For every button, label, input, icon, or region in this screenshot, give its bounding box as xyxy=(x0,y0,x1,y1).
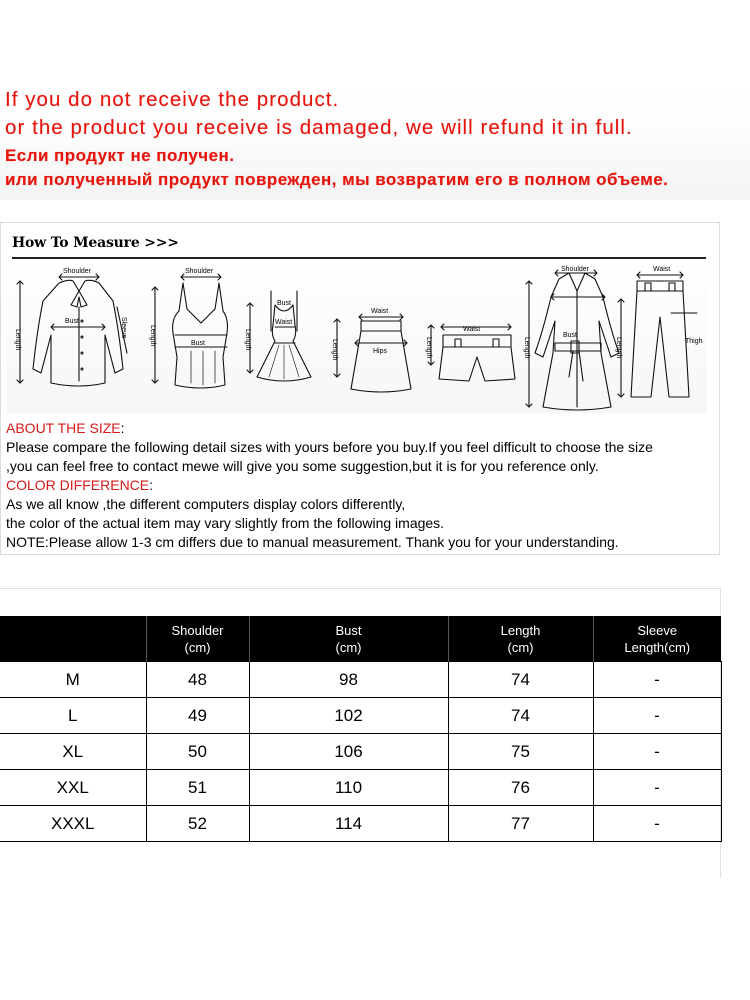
header-size xyxy=(0,616,146,662)
cell-shoulder: 49 xyxy=(146,698,249,734)
table-row xyxy=(0,698,721,734)
refund-notice-line-3: Если продукт не получен. xyxy=(5,146,235,165)
label-waist-3: Waist xyxy=(275,319,293,326)
label-bust-2: Bust xyxy=(191,340,206,347)
trousers-figure xyxy=(618,272,697,397)
label-length-3: Length xyxy=(244,329,251,351)
table-row xyxy=(0,662,721,698)
label-length-7: Length xyxy=(615,337,622,359)
trench-coat-figure xyxy=(526,270,619,410)
cell-bust: 110 xyxy=(249,770,448,806)
label-length-5: Length xyxy=(425,337,432,359)
how-to-measure-card xyxy=(0,222,720,555)
cell-shoulder: 48 xyxy=(146,662,249,698)
cell-sleeve: - xyxy=(593,806,721,842)
label-waist-4: Waist xyxy=(371,308,389,315)
cell-sleeve: - xyxy=(593,770,721,806)
how-to-measure-title: How To Measure >>> xyxy=(12,235,179,251)
label-bust-1: Bust xyxy=(65,318,80,325)
refund-notice-line-4: или полученный продукт поврежден, мы возвратим его в полном объеме. xyxy=(5,170,669,189)
cell-length: 77 xyxy=(448,806,593,842)
header-bust: Bust (cm) xyxy=(249,616,448,662)
title-divider xyxy=(12,257,706,259)
refund-notice-line-2: or the product you receive is damaged, we will refund it in full. xyxy=(5,116,633,139)
label-thigh-7: Thigh xyxy=(685,338,703,345)
cell-size: M xyxy=(0,662,146,698)
header-sleeve-length: Sleeve Length(cm) xyxy=(593,616,721,662)
cell-bust: 98 xyxy=(249,662,448,698)
color-difference-heading-line: COLOR DIFFERENCE: xyxy=(6,477,154,493)
color-difference-heading: COLOR DIFFERENCE xyxy=(6,477,150,493)
cell-sleeve: - xyxy=(593,734,721,770)
cell-size: XL xyxy=(0,734,146,770)
about-size-text-2: ,you can feel free to contact mewe will give you some suggestion,but it is for you reference only. xyxy=(6,458,599,474)
label-waist-7: Waist xyxy=(653,266,671,273)
header-length: Length (cm) xyxy=(448,616,593,662)
color-difference-text-2: the color of the actual item may vary slightly from the following images. xyxy=(6,515,445,531)
camisole-figure xyxy=(152,274,228,388)
about-size-text-1: Please compare the following detail sizes with yours before you buy.If you feel difficult to choose the size xyxy=(6,439,653,455)
cell-shoulder: 51 xyxy=(146,770,249,806)
label-length-1: Length xyxy=(14,329,21,351)
label-sleeve-1: Sleeve xyxy=(120,317,127,339)
cell-shoulder: 52 xyxy=(146,806,249,842)
cell-size: XXXL xyxy=(0,806,146,842)
about-size-heading-line: ABOUT THE SIZE: xyxy=(6,420,125,436)
blouse-figure xyxy=(17,274,127,386)
cell-bust: 114 xyxy=(249,806,448,842)
cell-shoulder: 50 xyxy=(146,734,249,770)
table-row xyxy=(0,734,721,770)
size-table-header-row xyxy=(0,616,721,662)
cell-length: 76 xyxy=(448,770,593,806)
label-waist-5: Waist xyxy=(463,326,481,333)
size-table xyxy=(0,616,722,842)
refund-notice-banner xyxy=(0,84,750,200)
about-size-heading: ABOUT THE SIZE xyxy=(6,420,121,436)
label-length-6: Length xyxy=(523,337,530,359)
cell-size: XXL xyxy=(0,770,146,806)
refund-notice-line-1: If you do not receive the product. xyxy=(5,88,340,111)
label-shoulder-2: Shoulder xyxy=(185,268,214,275)
label-length-4: Length xyxy=(331,339,338,361)
label-bust-6: Bust xyxy=(563,332,578,339)
cell-size: L xyxy=(0,698,146,734)
label-shoulder-6: Shoulder xyxy=(561,266,590,273)
label-length-2: Length xyxy=(149,325,156,347)
label-hips-4: Hips xyxy=(373,348,388,355)
cell-length: 75 xyxy=(448,734,593,770)
header-shoulder: Shoulder (cm) xyxy=(146,616,249,662)
measurement-note: NOTE:Please allow 1-3 cm differs due to manual measurement. Thank you for your understanding. xyxy=(6,534,619,550)
table-row xyxy=(0,806,721,842)
cell-bust: 102 xyxy=(249,698,448,734)
measurement-illustrations xyxy=(7,261,707,413)
table-row xyxy=(0,770,721,806)
cell-bust: 106 xyxy=(249,734,448,770)
cell-sleeve: - xyxy=(593,662,721,698)
cell-length: 74 xyxy=(448,698,593,734)
cell-sleeve: - xyxy=(593,698,721,734)
cell-length: 74 xyxy=(448,662,593,698)
label-shoulder-1: Shoulder xyxy=(63,268,92,275)
label-bust-3: Bust xyxy=(277,300,292,307)
color-difference-text-1: As we all know ,the different computers display colors differently, xyxy=(6,496,406,512)
